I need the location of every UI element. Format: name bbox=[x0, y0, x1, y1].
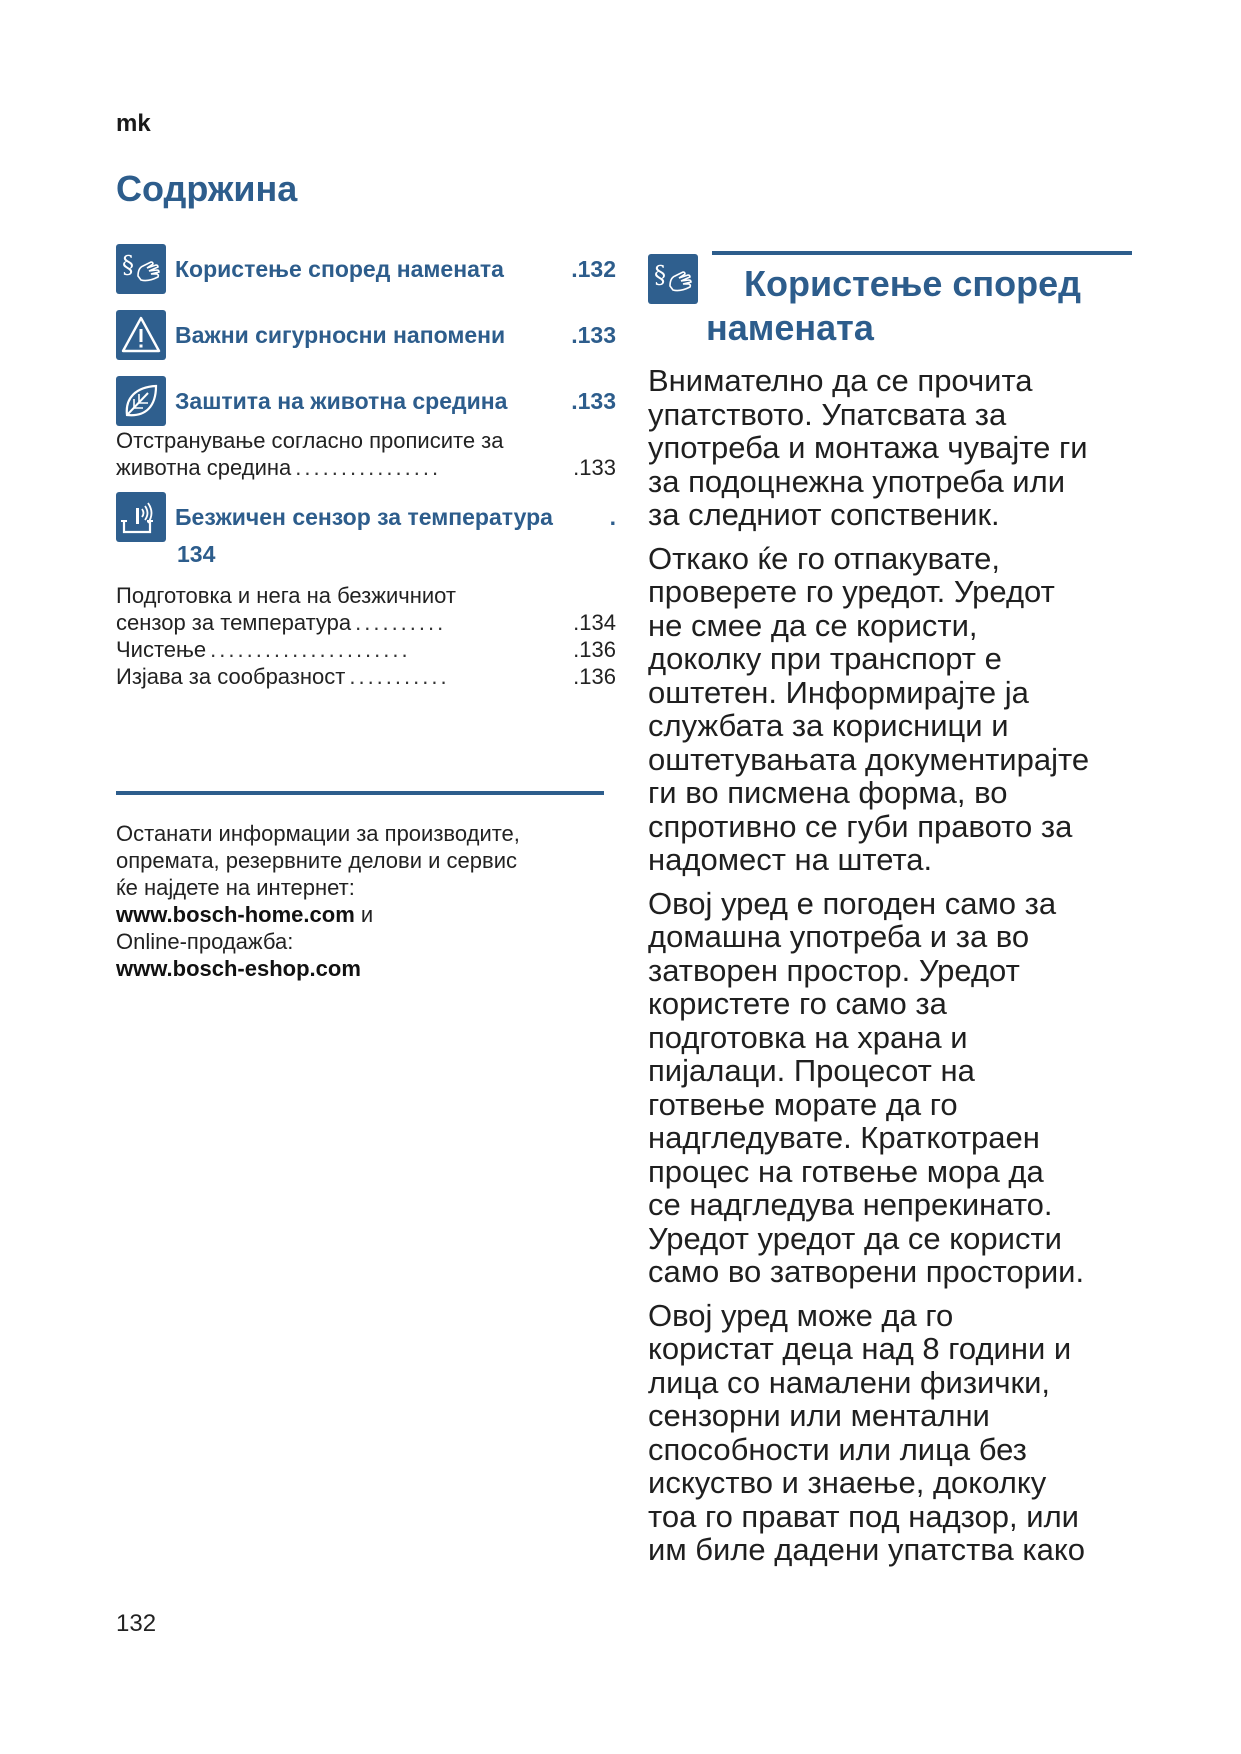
body-line: лица со намалени физички, bbox=[648, 1364, 1051, 1400]
body-line: упатството. Упатсвата за bbox=[648, 396, 1007, 432]
body-line: се надгледува непрекинато. bbox=[648, 1187, 1053, 1222]
section-heading-line: Користење според bbox=[744, 263, 1082, 304]
body-line: надомест на штета. bbox=[648, 842, 933, 877]
info-block bbox=[116, 820, 616, 982]
section-header-rule bbox=[712, 251, 1132, 255]
body-line: проверете го уредот. Уредот bbox=[648, 574, 1055, 609]
toc-section-title: Важни сигурносни напомени bbox=[175, 321, 506, 348]
body-text bbox=[648, 364, 1148, 1577]
body-line: процес на готвење мора да bbox=[648, 1153, 1044, 1189]
body-line: за следниот сопственик. bbox=[648, 497, 1000, 532]
toc-section-page: .133 bbox=[571, 321, 616, 348]
info-text: Online-продажба: bbox=[116, 929, 294, 954]
toc-section-title: Заштита на животна средина bbox=[175, 387, 508, 414]
toc-leader-dots: ........... bbox=[349, 664, 450, 689]
toc-subsection-text: животна средина bbox=[116, 455, 292, 480]
language-code: mk bbox=[116, 110, 151, 137]
body-line: тоа го прават под надзор, или bbox=[648, 1498, 1079, 1534]
svg-text:§: § bbox=[654, 261, 666, 289]
toc-section-page-continued: 134 bbox=[177, 541, 216, 567]
body-paragraph bbox=[648, 887, 1148, 1289]
toc-section-title: Безжичен сензор за температура bbox=[175, 503, 553, 530]
body-line: надгледувате. Краткотраен bbox=[648, 1120, 1040, 1155]
body-line: Овој уред е погоден само за bbox=[648, 885, 1057, 921]
toc-subsection-text: Изјава за сообразност bbox=[116, 664, 346, 689]
toc-title: Содржина bbox=[116, 168, 298, 209]
divider-rule bbox=[116, 791, 604, 795]
body-line: доколку при транспорт е bbox=[648, 641, 1002, 676]
body-line: не смее да се користи, bbox=[648, 607, 978, 643]
body-line: користат деца над 8 години и bbox=[648, 1331, 1072, 1366]
toc-subsection-cleaning[interactable] bbox=[116, 636, 616, 663]
toc-subsection-text: Подготовка и нега на безжичниот bbox=[116, 583, 457, 608]
body-line: затворен простор. Уредот bbox=[648, 952, 1020, 988]
body-line: употреба и монтажа чувајте ги bbox=[648, 430, 1088, 465]
toc-section-page: .133 bbox=[571, 387, 616, 414]
body-paragraph bbox=[648, 364, 1148, 532]
toc-subsection-disposal[interactable] bbox=[116, 427, 616, 481]
body-line: Откако ќе го отпакувате, bbox=[648, 540, 1001, 576]
page-number: 132 bbox=[116, 1610, 157, 1637]
body-line: користете го само за bbox=[648, 986, 947, 1021]
toc-section-environment[interactable] bbox=[116, 375, 616, 427]
toc-leader-dots: .......... bbox=[355, 610, 447, 635]
toc-subsection-page: .133 bbox=[573, 455, 616, 480]
body-line: искуство и знаење, доколку bbox=[648, 1465, 1047, 1500]
body-line: Овој уред може да го bbox=[648, 1297, 954, 1333]
toc-leader-dots: ...................... bbox=[210, 637, 411, 662]
law-section-hand-icon bbox=[648, 254, 698, 304]
toc-subsection-text: сензор за температура bbox=[116, 610, 352, 635]
body-line: само во затворени простории. bbox=[648, 1254, 1085, 1289]
info-text: ќе најдете на интернет: bbox=[116, 875, 355, 900]
toc-subsection-conformity[interactable] bbox=[116, 663, 616, 690]
warning-triangle-icon bbox=[116, 310, 166, 360]
body-line: пијалаци. Процесот на bbox=[648, 1053, 975, 1088]
body-paragraph bbox=[648, 1299, 1148, 1567]
bosch-home-link[interactable]: www.bosch-home.com bbox=[116, 902, 355, 927]
body-line: им биле дадени упатства како bbox=[648, 1532, 1085, 1567]
bosch-eshop-link[interactable]: www.bosch-eshop.com bbox=[116, 956, 361, 981]
toc-section-title: Користење според намената bbox=[175, 255, 504, 282]
toc-section-page: . bbox=[609, 503, 616, 530]
body-line: ги во писмена форма, во bbox=[648, 775, 1008, 810]
toc-subsection-text: Чистење bbox=[116, 637, 207, 662]
toc-section-safety[interactable] bbox=[116, 309, 616, 361]
body-line: способности или лица без bbox=[648, 1431, 1027, 1467]
toc-subsection-page: .136 bbox=[573, 664, 616, 689]
law-section-hand-icon bbox=[116, 244, 166, 294]
toc-section-intended-use[interactable] bbox=[116, 243, 616, 295]
toc-subsection-page: .136 bbox=[573, 637, 616, 662]
body-line: за подоцнежна употреба или bbox=[648, 463, 1066, 499]
body-line: службата за корисници и bbox=[648, 708, 1009, 743]
toc-subsection-sensor-care[interactable] bbox=[116, 582, 616, 636]
toc-subsection-page: .134 bbox=[573, 610, 616, 635]
info-text: Останати информации за производите, bbox=[116, 821, 520, 846]
toc-leader-dots: ................ bbox=[295, 455, 442, 480]
body-line: подготовка на храна и bbox=[648, 1019, 968, 1055]
toc-subsection-text: Отстранување согласно прописите за bbox=[116, 428, 504, 453]
section-heading bbox=[706, 262, 1081, 350]
body-line: Уредот уредот да се користи bbox=[648, 1220, 1062, 1256]
toc-section-page: .132 bbox=[571, 255, 616, 282]
body-paragraph bbox=[648, 542, 1148, 877]
leaf-environment-icon bbox=[116, 376, 166, 426]
body-line: сензорни или ментални bbox=[648, 1398, 990, 1433]
body-line: Внимателно да се прочита bbox=[648, 363, 1033, 398]
body-line: готвење морате да го bbox=[648, 1086, 958, 1122]
info-text: и bbox=[354, 902, 374, 927]
table-of-contents bbox=[116, 243, 616, 690]
body-line: оштетен. Информирајте ја bbox=[648, 674, 1029, 710]
svg-text:§: § bbox=[122, 251, 134, 279]
body-line: спротивно се губи правото за bbox=[648, 808, 1073, 844]
body-line: домашна употреба и за во bbox=[648, 919, 1030, 954]
wireless-sensor-icon bbox=[116, 492, 166, 542]
body-line: оштетувањата документирајте bbox=[648, 741, 1090, 777]
section-heading-line: намената bbox=[706, 307, 874, 348]
info-text: опремата, резервните делови и сервис bbox=[116, 848, 517, 873]
toc-section-wireless-sensor[interactable] bbox=[116, 491, 616, 543]
